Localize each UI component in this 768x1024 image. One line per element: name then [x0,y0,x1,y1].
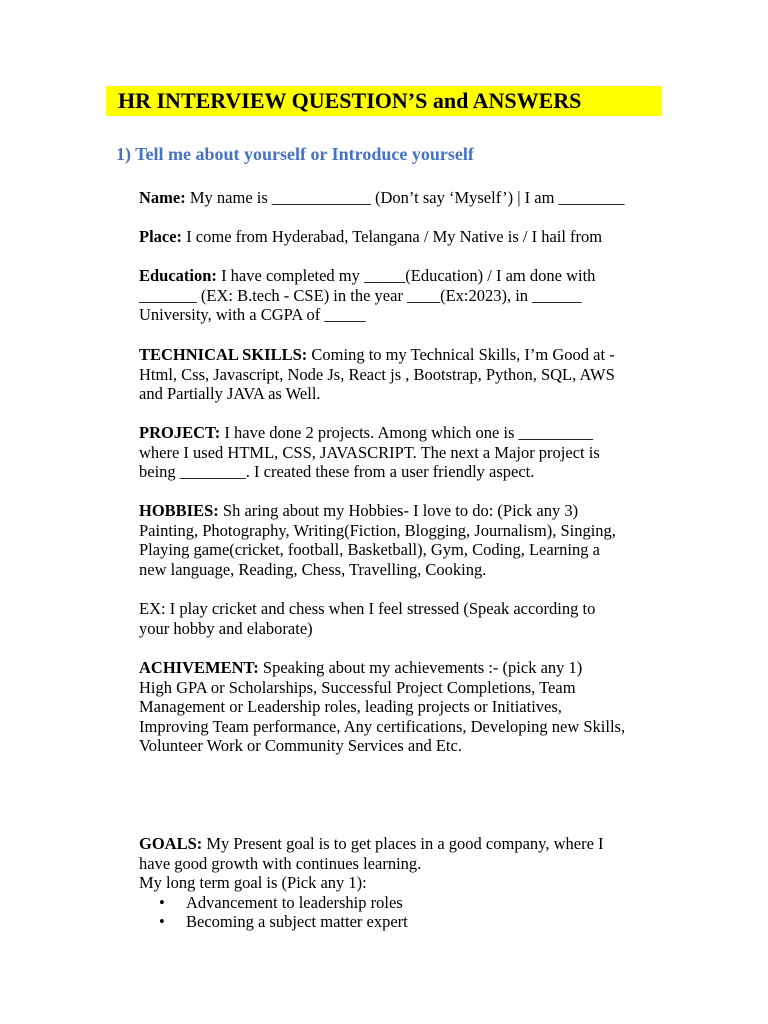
goals-section [139,834,679,932]
technical-skills-section [139,345,679,404]
bullet-icon: • [159,892,165,912]
hobbies-line: Painting, Photography, Writing(Fiction, Blogging, Journalism), Singing, [139,520,616,540]
education-line: _______ (EX: B.tech - CSE) in the year ____(Ex:2023), in ______ [139,285,582,305]
achievement-line: Improving Team performance, Any certifications, Developing new Skills, [139,716,626,736]
bullet-icon: • [159,912,165,932]
hobbies-line: Sh aring about my Hobbies- I love to do: (Pick any 3) [218,501,579,520]
goals-list [139,893,679,932]
document-title: HR INTERVIEW QUESTION’S and ANSWERS [106,86,662,116]
technical-line: Html, Css, Javascript, Node Js, React js , Bootstrap, Python, SQL, AWS [139,364,615,384]
hobbies-line: Playing game(cricket, football, Basketball), Gym, Coding, Learning a [139,540,600,560]
example-line: EX: I play cricket and chess when I feel stressed (Speak according to [139,599,596,618]
hobbies-label: HOBBIES: [139,501,219,520]
technical-line: Coming to my Technical Skills, I’m Good at - [307,345,615,364]
technical-line: and Partially JAVA as Well. [139,384,321,404]
achievement-section [139,658,679,756]
achievement-label: ACHIVEMENT: [139,658,259,677]
goals-line: My long term goal is (Pick any 1): [139,873,367,893]
hobbies-line: new language, Reading, Chess, Travelling, Cooking. [139,559,487,579]
place-section [139,227,679,247]
name-text: My name is ____________ (Don’t say ‘Myself’) | I am ________ [185,188,625,207]
achievement-line: High GPA or Scholarships, Successful Project Completions, Team [139,677,576,697]
goals-line: My Present goal is to get places in a good company, where I [202,834,604,853]
education-label: Education: [139,266,217,285]
project-line: being ________. I created these from a user friendly aspect. [139,462,535,482]
question-heading: 1) Tell me about yourself or Introduce yourself [116,144,474,164]
name-section [139,188,679,208]
achievement-line: Speaking about my achievements :- (pick any 1) [258,658,583,677]
education-section [139,266,679,325]
achievement-line: Management or Leadership roles, leading projects or Initiatives, [139,697,562,717]
project-label: PROJECT: [139,423,221,442]
example-line: your hobby and elaborate) [139,618,313,638]
goals-line: have good growth with continues learning. [139,853,422,873]
achievement-line: Volunteer Work or Community Services and Etc. [139,736,462,756]
place-label: Place: [139,227,183,246]
example-section [139,599,679,638]
name-label: Name: [139,188,186,207]
hobbies-section [139,501,679,579]
education-line: University, with a CGPA of _____ [139,305,366,325]
project-line: I have done 2 projects. Among which one is _________ [220,423,593,442]
education-line: I have completed my _____(Education) / I am done with [216,266,596,285]
project-section [139,423,679,482]
project-line: where I used HTML, CSS, JAVASCRIPT. The next a Major project is [139,442,600,462]
place-text: I come from Hyderabad, Telangana / My Native is / I hail from [182,227,603,246]
list-item [139,912,679,932]
goal-item-text: Becoming a subject matter expert [186,912,408,932]
goal-item-text: Advancement to leadership roles [186,892,403,912]
technical-skills-label: TECHNICAL SKILLS: [139,345,308,364]
goals-label: GOALS: [139,834,203,853]
list-item [139,893,679,913]
